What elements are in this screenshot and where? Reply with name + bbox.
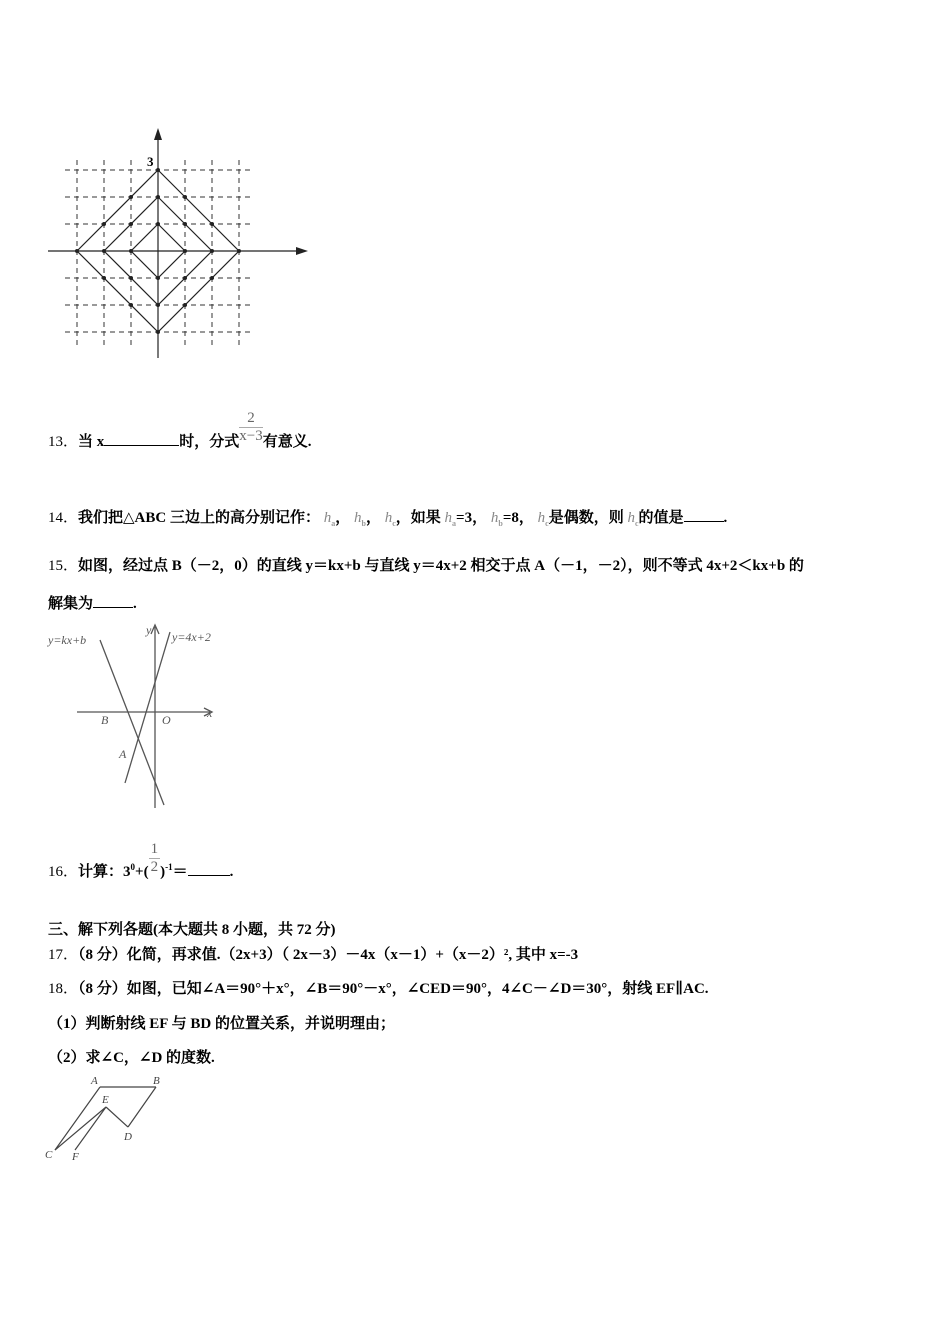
- question-17: [48, 943, 578, 964]
- text: 当 x: [78, 434, 105, 450]
- answer-blank: [684, 507, 724, 522]
- label-line1: y=kx+b: [48, 633, 87, 647]
- text: =3，: [456, 510, 488, 526]
- text: .: [133, 596, 137, 612]
- y-tick-label: 3: [147, 154, 154, 169]
- text: b: [498, 519, 503, 528]
- text: 有意义.: [262, 434, 312, 450]
- text: 如图，经过点 B（－2，0）的直线 y＝kx+b 与直线 y＝4x+2 相交于点 A（－1，－2），则不等式 4x+2＜kx+b 的: [78, 558, 804, 574]
- text: .: [229, 864, 234, 880]
- text: ，: [365, 510, 381, 526]
- text: 2: [239, 410, 262, 428]
- text: h: [490, 510, 499, 526]
- text: a: [331, 519, 336, 528]
- text: 时，分式: [179, 434, 240, 450]
- grid-diamond-figure: [40, 120, 320, 370]
- text: ＝: [172, 864, 188, 880]
- fraction: [239, 410, 262, 445]
- answer-blank: [188, 861, 230, 876]
- text: =8，: [502, 510, 534, 526]
- text: c: [634, 519, 639, 528]
- text: h: [384, 510, 393, 526]
- text: 14．: [48, 510, 79, 526]
- text: 2: [150, 859, 159, 876]
- text: 17．: [48, 947, 79, 963]
- text: h: [627, 510, 635, 526]
- question-15: [48, 554, 804, 575]
- question-18-part1: （1）判断射线 EF 与 BD 的位置关系，并说明理由；: [48, 1016, 395, 1032]
- point-b-label: B: [101, 713, 109, 727]
- text: h: [323, 510, 332, 526]
- origin-label: O: [162, 713, 171, 727]
- point-a-label: A: [119, 747, 127, 761]
- question-18: [48, 977, 709, 998]
- text: 我们把△ABC 三边上的高分别记作：: [78, 510, 320, 526]
- text: -1: [165, 862, 173, 872]
- point-c-label: C: [45, 1149, 53, 1161]
- answer-blank: [93, 593, 133, 608]
- question-13: [48, 410, 312, 451]
- point-a-label: A: [91, 1075, 98, 1087]
- text: a: [452, 519, 457, 528]
- text: h: [444, 510, 453, 526]
- text: 1: [150, 841, 159, 858]
- text: 解集为: [48, 596, 94, 612]
- text: 15．: [48, 558, 79, 574]
- text: 18．: [48, 981, 79, 997]
- text: 计算：3: [78, 864, 131, 880]
- point-d-label: D: [124, 1131, 132, 1143]
- line-4x-2: [125, 632, 170, 783]
- label-line2: y=4x+2: [172, 630, 211, 644]
- text: c: [545, 519, 549, 528]
- point-e-label: E: [102, 1094, 109, 1106]
- text: c: [392, 519, 396, 528]
- answer-blank: [104, 431, 179, 446]
- question-15-cont: [48, 592, 137, 613]
- text: ，如果: [395, 510, 441, 526]
- text: b: [361, 519, 366, 528]
- question-14: [48, 506, 727, 528]
- text: .: [723, 510, 728, 526]
- y-axis-label: y: [146, 623, 152, 637]
- question-16: [48, 841, 234, 881]
- text: +(: [135, 864, 149, 880]
- text: 0: [130, 862, 136, 872]
- text: 16．: [48, 864, 79, 880]
- text: x−3: [239, 428, 263, 445]
- point-b-label: B: [153, 1075, 160, 1087]
- x-axis-label: x: [207, 706, 213, 720]
- figure-18-geometry: [40, 1070, 180, 1165]
- text: h: [354, 510, 362, 526]
- text: 的值是: [638, 510, 684, 526]
- text: 13．: [48, 434, 79, 450]
- question-18-part2: （2）求∠C，∠D 的度数.: [48, 1050, 215, 1066]
- fraction: [149, 841, 161, 876]
- figure-15-lines: [40, 615, 240, 815]
- text: ): [160, 864, 166, 880]
- text: （8 分）如图，已知∠A＝90°＋x°，∠B＝90°－x°，∠CED＝90°，4∠C－∠D＝30°，射线 EF∥AC.: [78, 981, 709, 997]
- text: （8 分）化简，再求值.（2x+3）（ 2x－3）－4x（x－1）+（x－2）², 其中 x=-3: [78, 947, 579, 963]
- text: 是偶数，则: [548, 510, 624, 526]
- point-f-label: F: [72, 1151, 79, 1163]
- section-3-title: 三、解下列各题(本大题共 8 小题，共 72 分): [48, 922, 336, 938]
- text: ，: [335, 510, 351, 526]
- text: h: [537, 510, 546, 526]
